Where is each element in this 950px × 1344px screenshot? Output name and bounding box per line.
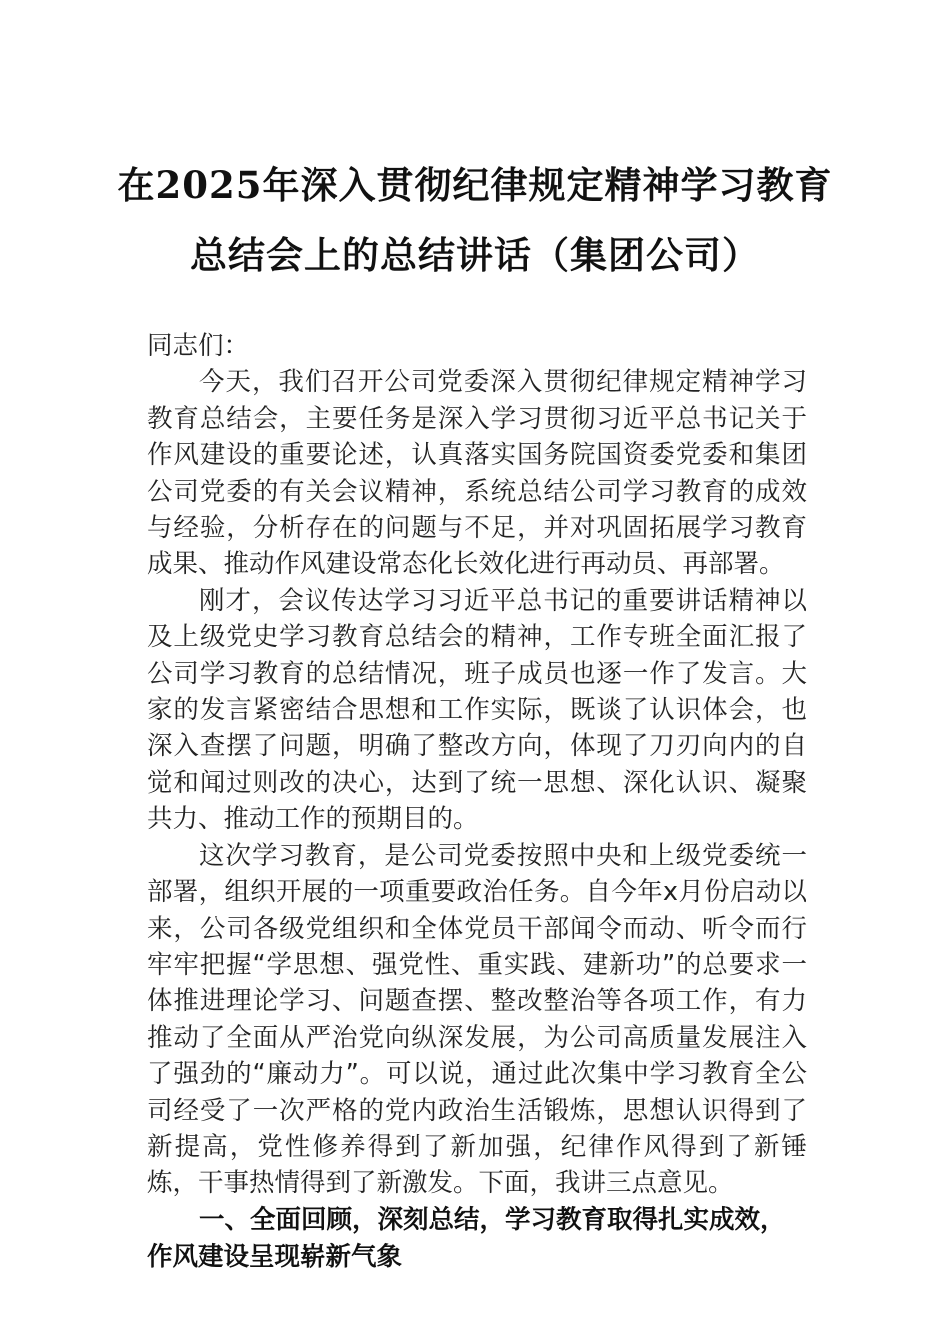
salutation: 同志们： (147, 331, 250, 361)
paragraph-2: 刚才，会议传达学习习近平总书记的重要讲话精神以及上级党史学习教育总结会的精神，工作专班全面汇报了公司学习教育的总结情况，班子成员也逐一作了发言。大家的发言紧密结合思想和工作实际，既谈了认识体会，也深入查摆了问题，明确了整改方向，体现了刀刃向内的自觉和闻过则改的决心，达到了统一思想、深化认识、凝聚共力、推动工作的预期目的。 (147, 585, 807, 835)
document-body (147, 328, 807, 1276)
paragraph-3: 这次学习教育，是公司党委按照中央和上级党委统一部署，组织开展的一项重要政治任务。自今年x月份启动以来，公司各级党组织和全体党员干部闻令而动、听令而行牢牢把握“学思想、强党性、重实践、建新功”的总要求一体推进理论学习、问题查摆、整改整治等各项工作，有力推动了全面从严治党向纵深发展，为公司高质量发展注入了强劲的“廉动力”。可以说，通过此次集中学习教育全公司经受了一次严格的党内政治生活锻炼，思想认识得到了新提高，党性修养得到了新加强，纪律作风得到了新锤炼，干事热情得到了新激发。下面，我讲三点意见。 (147, 840, 807, 1199)
section-heading-1: 一、全面回顾，深刻总结，学习教育取得扎实成效，作风建设呈现崭新气象 (147, 1204, 786, 1272)
paragraph-1: 今天，我们召开公司党委深入贯彻纪律规定精神学习教育总结会，主要任务是深入学习贯彻习近平总书记关于作风建设的重要论述，认真落实国务院国资委党委和集团公司党委的有关会议精神，系统总结公司学习教育的成效与经验，分析存在的问题与不足，并对巩固拓展学习教育成果、推动作风建设常态化长效化进行再动员、再部署。 (147, 367, 807, 580)
document-title-line-2: 总结会上的总结讲话（集团公司） (190, 233, 760, 277)
document-title-line-1: 在2025年深入贯彻纪律规定精神学习教育 (117, 163, 833, 207)
